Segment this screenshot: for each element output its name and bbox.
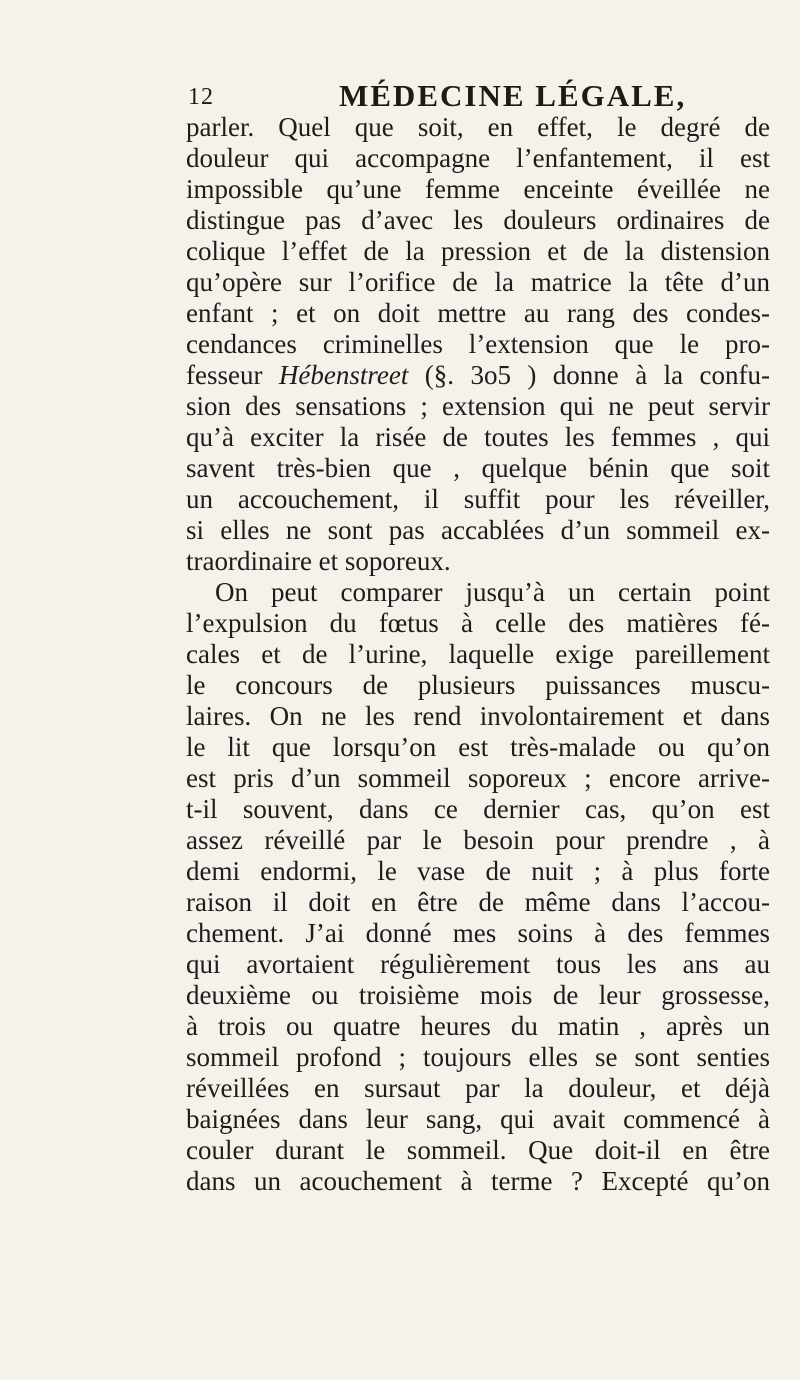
text-line: un accouchement, il suffit pour les réveiller,: [186, 484, 770, 514]
text-line: assez réveillé par le besoin pour prendre , à: [186, 825, 770, 855]
text-line: distingue pas d’avec les douleurs ordinaires de: [186, 205, 770, 235]
text-line: sommeil profond ; toujours elles se sont senties: [186, 1042, 770, 1072]
text-line: cales et de l’urine, laquelle exige pareillement: [186, 639, 770, 669]
text-line: parler. Quel que soit, en effet, le degré de: [186, 112, 770, 142]
text-line: On peut comparer jusqu’à un certain point: [215, 577, 770, 607]
text-line: qu’opère sur l’orifice de la matrice la tête d’un: [186, 267, 770, 297]
text-line: colique l’effet de la pression et de la distension: [186, 236, 770, 266]
text-line: savent très-bien que , quelque bénin que soit: [186, 453, 770, 483]
person-name: Hébenstreet: [278, 360, 409, 390]
text-line: est pris d’un sommeil soporeux ; encore arrive-: [186, 763, 770, 793]
body-text: [186, 112, 770, 1197]
text-line: si elles ne sont pas accablées d’un sommeil ex-: [186, 515, 770, 545]
text-line: demi endormi, le vase de nuit ; à plus forte: [186, 856, 770, 886]
text-line: traordinaire et soporeux.: [186, 546, 451, 576]
text-line: cendances criminelles l’extension que le pro-: [186, 329, 770, 359]
text-line-with-name: [186, 360, 770, 391]
text-line: réveillées en sursaut par la douleur, et déjà: [186, 1073, 770, 1103]
text-line: dans un acouchement à terme ? Excepté qu’on: [186, 1166, 770, 1196]
text-line: laires. On ne les rend involontairement et dans: [186, 701, 770, 731]
text-line: à trois ou quatre heures du matin , après un: [186, 1011, 770, 1041]
text-line: baignées dans leur sang, qui avait commencé à: [186, 1104, 770, 1134]
page-number: 12: [188, 84, 214, 110]
text-line: qu’à exciter la risée de toutes les femmes , qui: [186, 422, 770, 452]
text-line: couler durant le sommeil. Que doit-il en être: [186, 1135, 770, 1165]
text-line: le concours de plusieurs puissances muscu-: [186, 670, 770, 700]
line-text-before: fesseur: [186, 360, 279, 390]
text-line: qui avortaient régulièrement tous les ans au: [186, 949, 770, 979]
text-line: le lit que lorsqu’on est très-malade ou qu’on: [186, 732, 770, 762]
text-line: impossible qu’une femme enceinte éveillée ne: [186, 174, 770, 204]
text-line: t-il souvent, dans ce dernier cas, qu’on est: [186, 794, 770, 824]
text-line: l’expulsion du fœtus à celle des matières fé-: [186, 608, 770, 638]
text-line: sion des sensations ; extension qui ne peut servir: [186, 391, 770, 421]
text-line: enfant ; et on doit mettre au rang des condes-: [186, 298, 770, 328]
text-line: raison il doit en être de même dans l’accou-: [186, 887, 770, 917]
running-title: MÉDECINE LÉGALE,: [339, 78, 687, 113]
text-line: chement. J’ai donné mes soins à des femmes: [186, 918, 770, 948]
text-line: deuxième ou troisième mois de leur grossesse,: [186, 980, 770, 1010]
line-text-after: (§. 3o5 ) donne à la confu-: [408, 360, 770, 390]
text-line: douleur qui accompagne l’enfantement, il est: [186, 143, 770, 173]
